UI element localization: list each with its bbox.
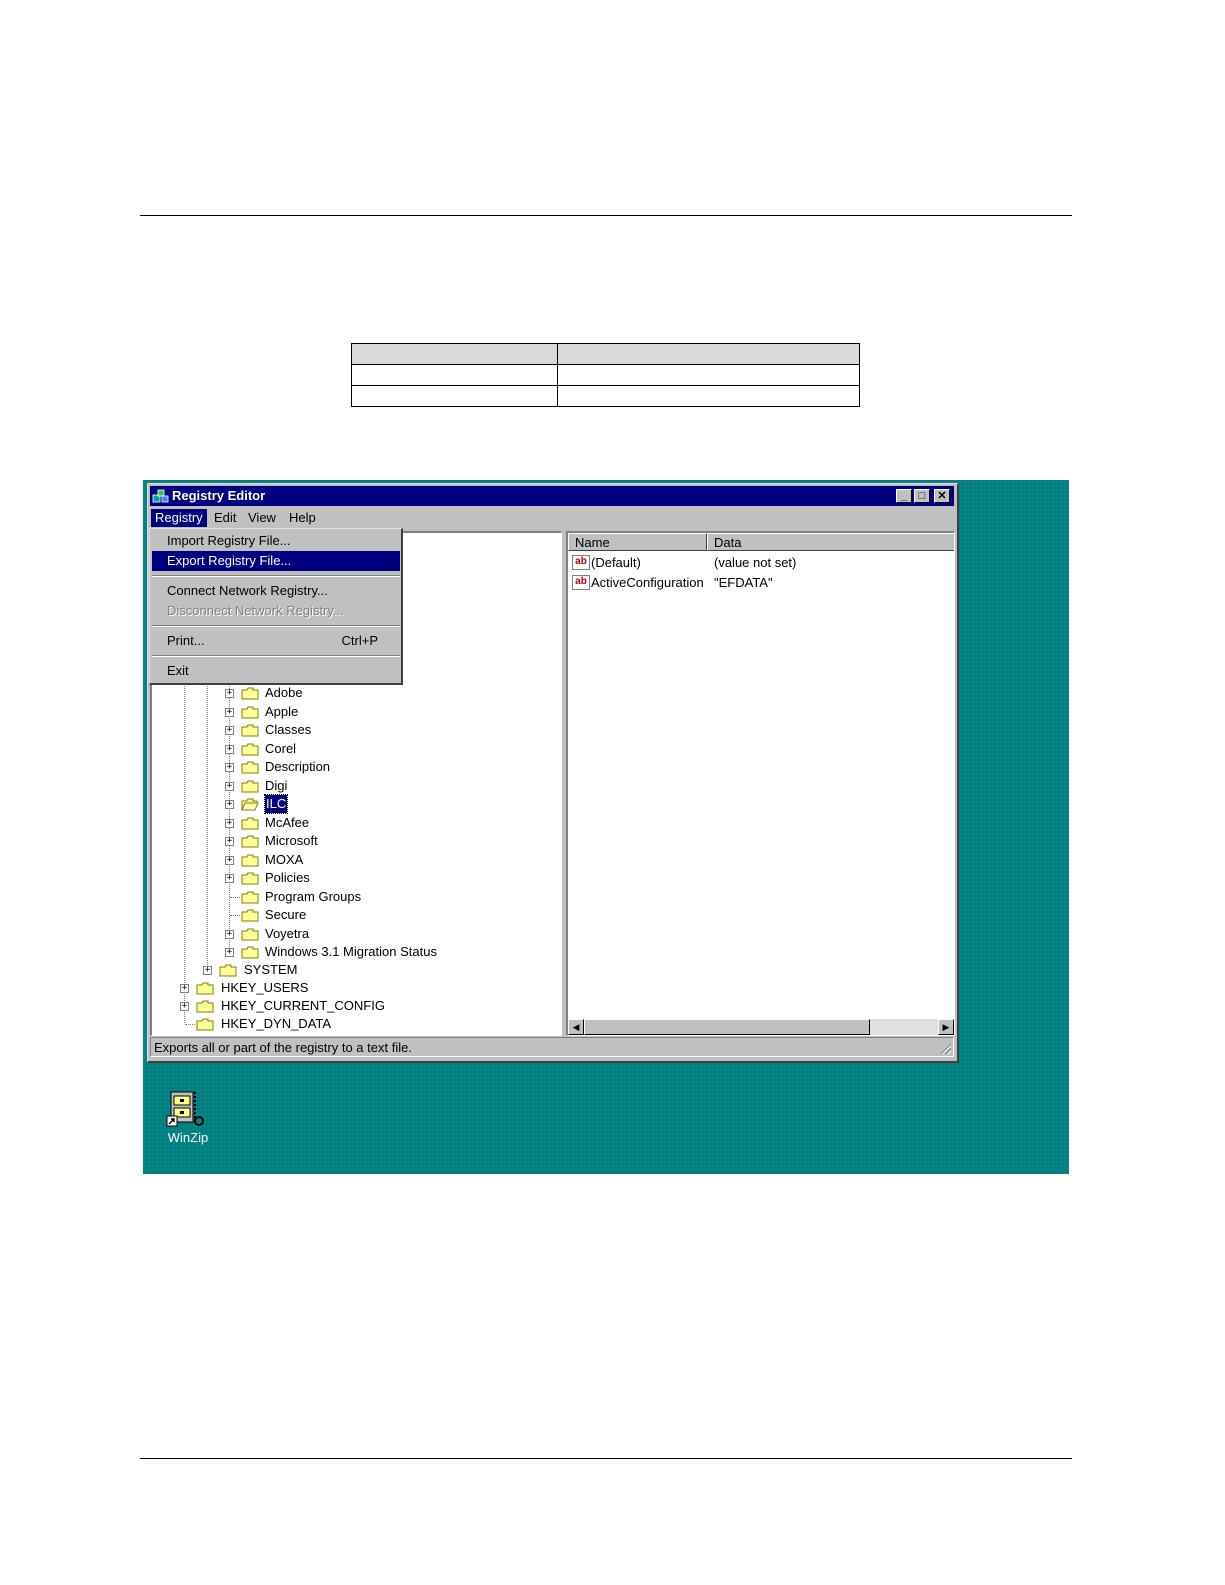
- menu-registry[interactable]: Registry: [151, 509, 207, 527]
- tree-item-label: Windows 3.1 Migration Status: [265, 944, 437, 959]
- horizontal-scrollbar[interactable]: [568, 1019, 954, 1035]
- folder-icon: [241, 724, 259, 737]
- expand-icon[interactable]: +: [226, 873, 233, 883]
- tree-item-label: Microsoft: [265, 833, 318, 848]
- table-header-row: [352, 344, 860, 365]
- close-button[interactable]: [934, 489, 950, 503]
- open-folder-icon: [241, 798, 259, 811]
- expand-icon[interactable]: +: [226, 725, 233, 735]
- registry-dropdown-menu: [149, 528, 403, 685]
- tree-item-label: Corel: [265, 740, 297, 756]
- tree-item-label: Classes: [265, 722, 312, 737]
- table-row[interactable]: [570, 553, 950, 573]
- value-data: "EFDATA": [714, 575, 773, 590]
- string-value-icon: ab: [572, 575, 590, 590]
- folder-icon: [196, 1000, 214, 1013]
- folder-icon: [196, 982, 214, 995]
- folder-icon: [241, 706, 259, 719]
- value-name: ActiveConfiguration: [591, 575, 704, 590]
- menu-item-disconnect-network-registry: Disconnect Network Registry...: [167, 603, 344, 618]
- window-title: Registry Editor: [172, 488, 266, 503]
- folder-icon: [219, 964, 237, 977]
- minimize-button[interactable]: [896, 489, 912, 503]
- expand-icon[interactable]: +: [226, 928, 233, 939]
- expand-icon[interactable]: +: [226, 947, 233, 957]
- tree-item-label: Description: [265, 759, 331, 774]
- print-shortcut: Ctrl+P: [341, 633, 378, 648]
- top-rule: [140, 215, 1072, 216]
- menu-view[interactable]: View: [248, 510, 276, 525]
- tree-item-label: McAfee: [265, 814, 310, 830]
- column-header-data[interactable]: Data: [707, 533, 955, 551]
- column-header-name[interactable]: Name: [568, 533, 707, 551]
- folder-icon: [241, 835, 259, 848]
- menu-edit[interactable]: Edit: [214, 510, 237, 525]
- status-bar: [150, 1037, 954, 1057]
- tree-pane[interactable]: + Adobe + Apple + Classes + Corel + Description + Digi + ILC + McAfee + Microsoft + MOXA + Policies Program Groups Secure + Voyetra + Windows 3.1 Migration Status + SYSTEM + HKEY_USERS + HKEY_CURRENT_CONFIG HKEY_DYN_DATA: [150, 531, 562, 1036]
- menu-separator: [152, 625, 400, 627]
- menu-separator: [152, 575, 400, 577]
- blank-table: [351, 343, 860, 407]
- expand-icon[interactable]: +: [204, 965, 211, 975]
- expand-icon[interactable]: +: [226, 762, 233, 772]
- tree-item-label: MOXA: [265, 851, 304, 867]
- maximize-button[interactable]: [914, 489, 930, 503]
- menu-help[interactable]: Help: [289, 510, 316, 525]
- menu-item-import-registry-file[interactable]: Import Registry File...: [167, 533, 291, 548]
- arrow-left-icon: ◀: [572, 1022, 580, 1032]
- bottom-rule: [140, 1458, 1072, 1459]
- menu-item-export-registry-file[interactable]: Export Registry File...: [152, 551, 400, 571]
- folder-icon: [196, 1018, 214, 1031]
- winzip-desktop-shortcut[interactable]: [160, 1088, 216, 1152]
- values-pane[interactable]: [566, 531, 955, 1036]
- registry-editor-icon: [152, 487, 170, 505]
- expand-icon[interactable]: +: [226, 780, 233, 791]
- tree-item-label: ILC: [266, 796, 287, 811]
- close-icon: ✕: [937, 490, 947, 502]
- folder-icon: [241, 854, 259, 867]
- tree-item-label: Adobe: [265, 685, 303, 700]
- winzip-label: WinZip: [167, 1130, 209, 1145]
- tree-item-label: Apple: [265, 703, 299, 719]
- folder-icon: [241, 909, 259, 922]
- expand-icon[interactable]: +: [181, 983, 188, 993]
- expand-icon[interactable]: +: [226, 817, 233, 828]
- tree-item-label: Secure: [265, 907, 307, 922]
- maximize-icon: □: [918, 490, 926, 502]
- scroll-left-button[interactable]: [568, 1019, 584, 1035]
- expand-icon[interactable]: +: [226, 799, 233, 809]
- table-row: [352, 386, 860, 407]
- menu-bar: [150, 508, 954, 528]
- folder-icon: [241, 761, 259, 774]
- resize-grip-icon[interactable]: [939, 1042, 951, 1054]
- expand-icon[interactable]: +: [226, 836, 233, 846]
- winzip-icon: [166, 1088, 206, 1128]
- scroll-thumb[interactable]: [584, 1019, 870, 1035]
- menu-item-exit[interactable]: Exit: [167, 663, 189, 678]
- folder-icon: [241, 817, 259, 830]
- folder-icon: [241, 743, 259, 756]
- menu-item-print[interactable]: Print... Ctrl+P: [152, 631, 400, 651]
- value-data: (value not set): [714, 555, 797, 570]
- string-value-icon: ab: [572, 555, 590, 570]
- tree-item-label: Digi: [265, 777, 288, 793]
- expand-icon[interactable]: +: [181, 1001, 188, 1011]
- tree-item-label: Voyetra: [265, 925, 310, 941]
- expand-icon[interactable]: +: [226, 706, 233, 717]
- expand-icon[interactable]: +: [226, 854, 233, 865]
- menu-item-connect-network-registry[interactable]: Connect Network Registry...: [167, 583, 328, 598]
- tree-item-label: Program Groups: [265, 888, 362, 904]
- scroll-right-button[interactable]: [938, 1019, 954, 1035]
- value-name: (Default): [591, 555, 641, 570]
- tree-item-label: Policies: [265, 870, 310, 885]
- minimize-icon: _: [900, 490, 908, 502]
- folder-icon: [241, 780, 259, 793]
- table-row[interactable]: [570, 573, 950, 593]
- expand-icon[interactable]: +: [226, 688, 233, 698]
- folder-icon: [241, 928, 259, 941]
- folder-icon: [241, 872, 259, 885]
- folder-icon: [241, 687, 259, 700]
- folder-icon: [241, 946, 259, 959]
- arrow-right-icon: ▶: [942, 1022, 950, 1032]
- status-text: Exports all or part of the registry to a text file.: [154, 1040, 412, 1055]
- folder-icon: [241, 891, 259, 904]
- table-row: [352, 365, 860, 386]
- menu-separator: [152, 655, 400, 657]
- title-bar[interactable]: [150, 486, 954, 506]
- expand-icon[interactable]: +: [226, 743, 233, 754]
